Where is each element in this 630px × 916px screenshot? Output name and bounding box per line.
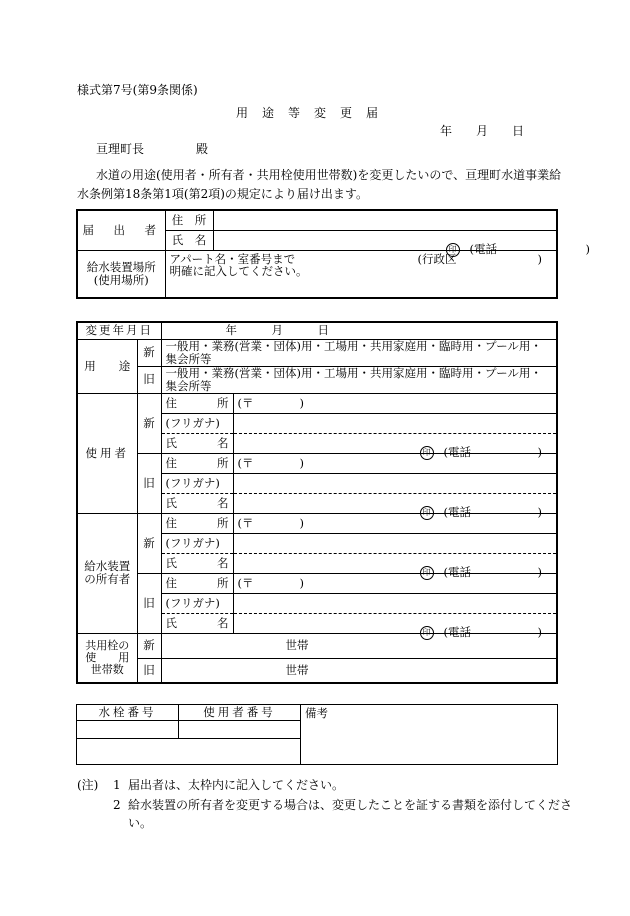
owner-label-2: の所有者	[84, 572, 131, 586]
office-use-blank[interactable]	[77, 739, 301, 765]
user-number-label: 使用者番号	[179, 705, 301, 721]
note-2-text-1: 給水装置の所有者を変更する場合は、変更したことを証する書類を添付してくださ	[128, 798, 573, 812]
body-text-line-1: 水道の用途(使用者・所有者・共用栓使用世帯数)を変更したいので、亘理町水道事業給	[96, 168, 562, 182]
owner-old-furigana-field[interactable]	[233, 593, 557, 613]
user-new-name-field[interactable]	[233, 433, 557, 459]
location-hint-2: 明確に記入してください。	[169, 263, 308, 278]
household-old-label: 旧	[137, 658, 161, 683]
seal-icon: 印	[420, 566, 434, 580]
addressee: 亘理町長	[96, 142, 145, 156]
owner-label	[77, 513, 137, 633]
owner-old-name-field[interactable]	[233, 613, 557, 639]
owner-new-tel-label: (電話	[443, 565, 471, 579]
seal-icon: 印	[420, 626, 434, 640]
form-number: 様式第7号(第9条関係)	[77, 83, 198, 97]
use-label: 用 途	[77, 339, 137, 393]
use-new-label: 新	[137, 339, 161, 366]
household-label-2: 使 用	[85, 650, 130, 664]
notes-prefix: (注)	[77, 778, 99, 792]
office-use-table	[76, 704, 558, 765]
household-label-3: 世帯数	[90, 662, 124, 676]
supply-location-label-1: 給水装置場所	[86, 259, 156, 274]
user-new-furigana-field[interactable]	[233, 413, 557, 433]
user-old-tel-close: )	[537, 505, 542, 519]
owner-old-address-label: 住 所	[161, 573, 233, 593]
owner-new-furigana-field[interactable]	[233, 533, 557, 553]
applicant-name-label: 氏 名	[165, 230, 213, 250]
user-old-furigana-label: (フリガナ)	[161, 473, 233, 493]
user-old-address-field[interactable]: (〒 )	[233, 453, 557, 473]
applicant-name-field[interactable]	[213, 230, 590, 256]
user-new-tel-label: (電話	[443, 445, 471, 459]
owner-new-label: 新	[137, 513, 161, 573]
user-new-label: 新	[137, 393, 161, 453]
owner-new-name-field[interactable]	[233, 553, 557, 579]
ward-close: )	[537, 251, 542, 266]
honorific: 殿	[196, 142, 209, 156]
applicant-tel-close: )	[585, 242, 590, 256]
use-old-label: 旧	[137, 366, 161, 393]
owner-old-label: 旧	[137, 573, 161, 633]
seal-icon: 印	[420, 446, 434, 460]
change-date-field[interactable]: 年 月 日	[161, 322, 557, 339]
user-old-name-label: 氏 名	[161, 493, 233, 513]
remarks-label: 備考	[305, 706, 328, 720]
location-hint-1: アパート名・室番号まで	[169, 251, 296, 266]
seal-icon: 印	[446, 243, 460, 257]
use-old-options-2: 集会所等	[165, 378, 212, 393]
applicant-address-field[interactable]	[213, 210, 557, 230]
note-2-text-2: い。	[128, 816, 153, 830]
user-old-label: 旧	[137, 453, 161, 513]
user-old-address-label: 住 所	[161, 453, 233, 473]
owner-label-1: 給水装置	[84, 559, 131, 573]
supply-location-field[interactable]	[165, 250, 557, 298]
owner-new-name-label: 氏 名	[161, 553, 233, 573]
supply-location-label-2: (使用場所)	[93, 272, 149, 287]
note-1-number: 1	[113, 778, 121, 792]
use-old-options-1: 一般用・業務(営業・団体)用・工場用・共用家庭用・臨時用・プール用・	[165, 365, 542, 380]
supply-location-label	[77, 250, 165, 298]
owner-new-furigana-label: (フリガナ)	[161, 533, 233, 553]
use-old-options[interactable]	[161, 366, 557, 393]
change-date-label: 変更年月日	[77, 322, 161, 339]
seal-icon: 印	[420, 506, 434, 520]
user-new-address-field[interactable]: (〒 )	[233, 393, 557, 413]
owner-old-address-field[interactable]: (〒 )	[233, 573, 557, 593]
applicant-label: 届 出 者	[77, 210, 165, 250]
owner-old-tel-close: )	[537, 625, 542, 639]
user-old-name-field[interactable]	[233, 493, 557, 519]
user-number-field[interactable]	[179, 721, 301, 739]
owner-old-name-label: 氏 名	[161, 613, 233, 633]
household-new-field[interactable]: 世帯	[161, 633, 557, 658]
note-2-number: 2	[113, 798, 121, 812]
body-text-line-2: 水条例第18条第1項(第2項)の規定により届け出ます。	[77, 187, 368, 201]
household-old-field[interactable]: 世帯	[161, 658, 557, 683]
owner-old-furigana-label: (フリガナ)	[161, 593, 233, 613]
use-new-options-1: 一般用・業務(営業・団体)用・工場用・共用家庭用・臨時用・プール用・	[165, 338, 542, 353]
ward-label: (行政区	[417, 251, 457, 266]
page-title: 用 途 等 変 更 届	[236, 106, 380, 120]
household-label-1: 共用栓の	[85, 638, 130, 652]
user-label: 使用者	[77, 393, 137, 513]
user-new-furigana-label: (フリガナ)	[161, 413, 233, 433]
owner-new-address-label: 住 所	[161, 513, 233, 533]
owner-old-tel-label: (電話	[443, 625, 471, 639]
use-new-options[interactable]	[161, 339, 557, 366]
owner-new-address-field[interactable]: (〒 )	[233, 513, 557, 533]
household-label	[77, 633, 137, 683]
user-new-tel-close: )	[537, 445, 542, 459]
user-old-furigana-field[interactable]	[233, 473, 557, 493]
applicant-table	[76, 209, 590, 299]
user-old-tel-label: (電話	[443, 505, 471, 519]
meter-number-field[interactable]	[77, 721, 179, 739]
user-new-name-label: 氏 名	[161, 433, 233, 453]
remarks-cell[interactable]	[301, 705, 558, 765]
note-1-text: 届出者は、太枠内に記入してください。	[128, 778, 345, 792]
applicant-address-label: 住 所	[165, 210, 213, 230]
user-new-address-label: 住 所	[161, 393, 233, 413]
owner-new-tel-close: )	[537, 565, 542, 579]
household-new-label: 新	[137, 633, 161, 658]
change-table	[76, 321, 558, 684]
meter-number-label: 水栓番号	[77, 705, 179, 721]
use-new-options-2: 集会所等	[165, 351, 212, 366]
applicant-tel-label: (電話	[469, 242, 497, 256]
submission-date: 年 月 日	[440, 124, 525, 138]
